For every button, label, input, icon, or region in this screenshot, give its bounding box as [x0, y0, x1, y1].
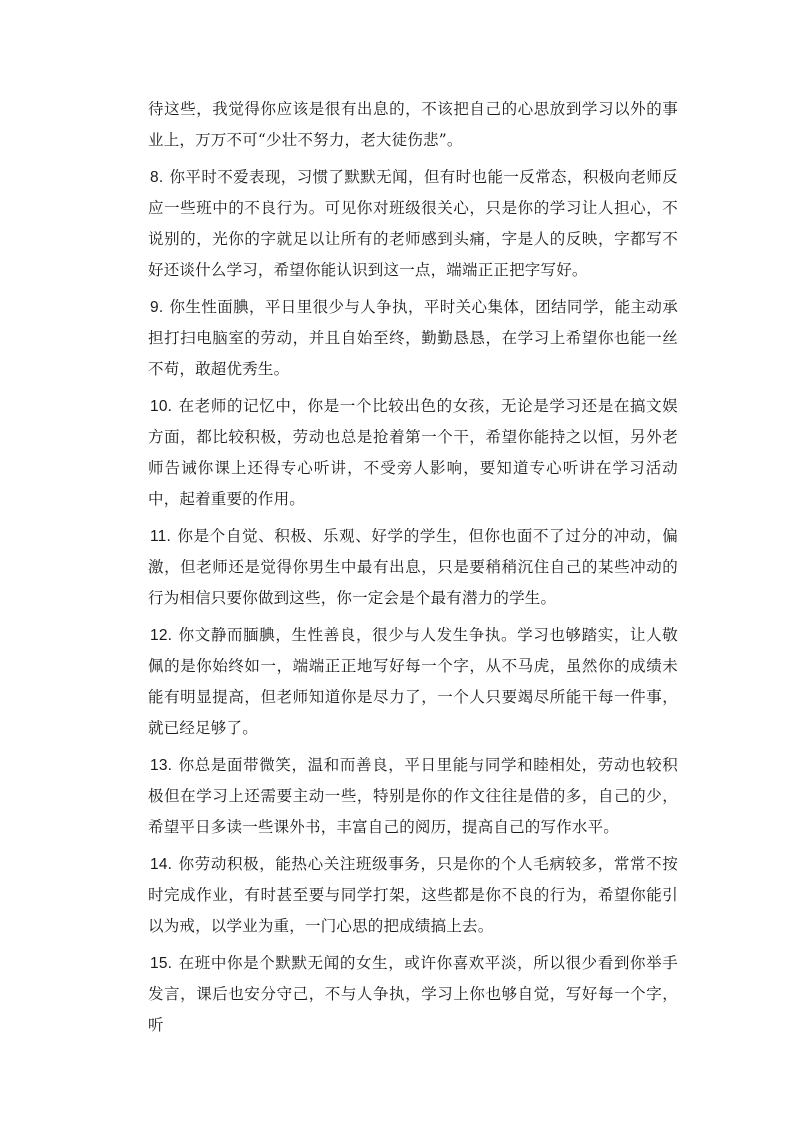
paragraph-text: 你生性面腆，平日里很少与人争执，平时关心集体，团结同学，能主动承担打扫电脑室的劳动，并且自始至终，勤勤恳恳，在学习上希望你也能一丝不苟，敢超优秀生。	[148, 298, 678, 378]
paragraph-number: 10.	[150, 398, 173, 415]
paragraph-number: 13.	[150, 757, 173, 774]
paragraph-text: 你总是面带微笑，温和而善良，平日里能与同学和睦相处，劳动也较积极但在学习上还需要主动一些，特别是你的作文往往是借的多，自己的少，希望平日多读一些课外书，丰富自己的阅历，提高自己的写作水平。	[148, 756, 678, 836]
paragraph-text: 你文静而腼腆，生性善良，很少与人发生争执。学习也够踏实，让人敬佩的是你始终如一，端端正正地写好每一个字，从不马虎，虽然你的成绩未能有明显提高，但老师知道你是尽力了，一个人只要竭尽所能干每一件事，就已经足够了。	[148, 626, 678, 737]
paragraph-text: 待这些，我觉得你应该是很有出息的，不该把自己的心思放到学习以外的事业上，万万不可“少壮不努力，老大徒伤悲”。	[148, 100, 678, 149]
paragraph-text: 你平时不爱表现，习惯了默默无闻，但有时也能一反常态，积极向老师反应一些班中的不良行为。可见你对班级很关心，只是你的学习让人担心，不说别的，光你的字就足以让所有的老师感到头痛，字是人的反映，字都写不好还谈什么学习，希望你能认识到这一点，端端正正把字写好。	[148, 168, 678, 279]
document-body	[148, 94, 678, 1047]
paragraph-text: 你劳动积极，能热心关注班级事务，只是你的个人毛病较多，常常不按时完成作业，有时甚至要与同学打架，这些都是你不良的行为，希望你能引以为戒，以学业为重，一门心思的把成绩搞上去。	[148, 855, 678, 935]
paragraph-number: 14.	[150, 856, 173, 873]
paragraph-number: 11.	[150, 528, 171, 545]
paragraph-number: 9.	[150, 299, 164, 316]
paragraph-13	[148, 750, 678, 843]
paragraph-14	[148, 849, 678, 942]
paragraph-continued	[148, 94, 678, 156]
paragraph-8	[148, 162, 678, 286]
paragraph-number: 15.	[150, 955, 173, 972]
paragraph-number: 8.	[150, 169, 164, 186]
paragraph-9	[148, 292, 678, 385]
paragraph-11	[148, 521, 678, 614]
paragraph-15	[148, 948, 678, 1041]
paragraph-12	[148, 620, 678, 744]
paragraph-text: 在老师的记忆中，你是一个比较出色的女孩，无论是学习还是在搞文娱方面，都比较积极，劳动也总是抢着第一个干，希望你能持之以恒，另外老师告诫你课上还得专心听讲，不受旁人影响，要知道专心听讲在学习活动中，起着重要的作用。	[148, 397, 678, 508]
paragraph-10	[148, 391, 678, 515]
paragraph-text: 你是个自觉、积极、乐观、好学的学生，但你也面不了过分的冲动，偏激，但老师还是觉得你男生中最有出息，只是要稍稍沉住自己的某些冲动的行为相信只要你做到这些，你一定会是个最有潜力的学生。	[148, 527, 678, 607]
paragraph-number: 12.	[150, 627, 173, 644]
paragraph-text: 在班中你是个默默无闻的女生，或许你喜欢平淡，所以很少看到你举手发言，课后也安分守己，不与人争执，学习上你也够自觉，写好每一个字，听	[148, 954, 678, 1034]
